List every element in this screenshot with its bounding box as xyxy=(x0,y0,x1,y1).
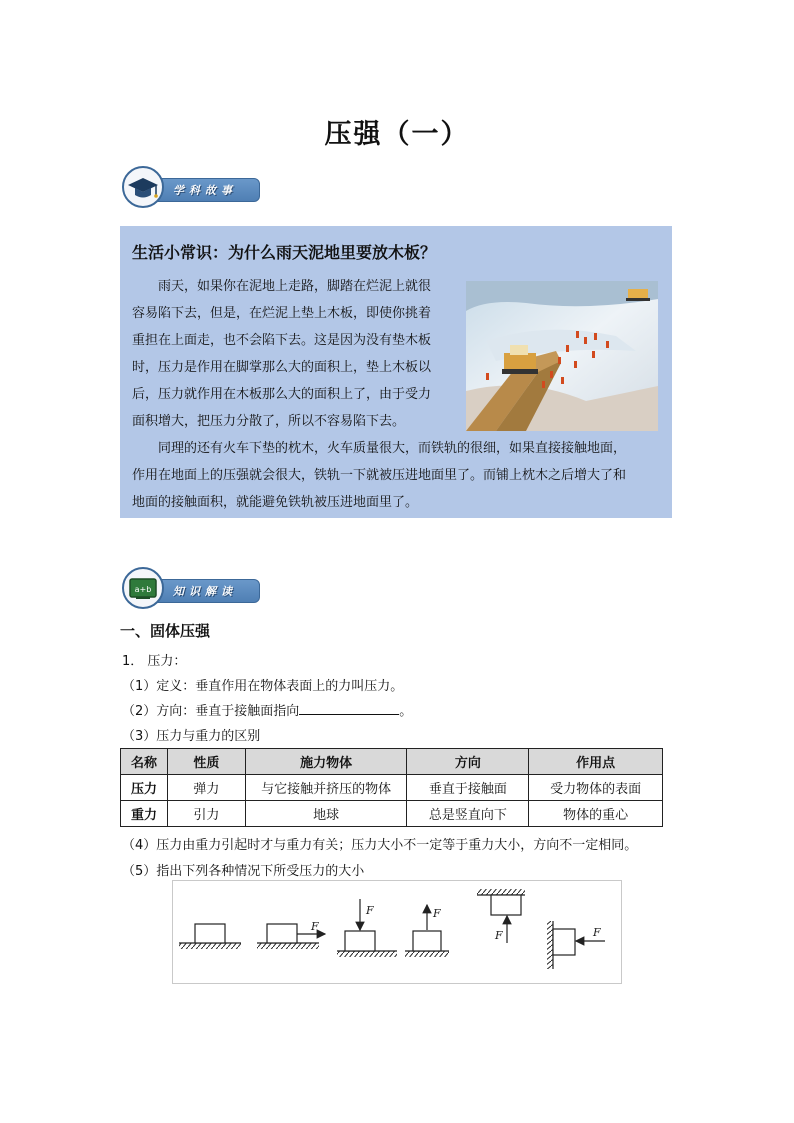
table-cell: 垂直于接触面 xyxy=(407,775,529,801)
table-cell: 总是竖直向下 xyxy=(407,801,529,827)
force-diagrams-svg xyxy=(173,881,621,983)
chalkboard-text: a+b xyxy=(134,585,152,594)
table-header: 施力物体 xyxy=(245,749,407,775)
graduation-cap-icon xyxy=(122,166,164,208)
direction-line xyxy=(122,700,412,719)
knowledge-banner-label: 知识解读 xyxy=(173,585,237,598)
item-pressure: 1． 压力： xyxy=(122,654,187,669)
story-line: 容易陷下去，但是，在烂泥上垫上木板，即使你挑着 xyxy=(132,306,432,321)
story-line: 后，压力就作用在木板那么大的面积上了，由于受力 xyxy=(132,387,432,402)
table-row xyxy=(121,801,663,827)
definition-line: （1）定义：垂直作用在物体表面上的力叫压力。 xyxy=(122,679,404,694)
story-box xyxy=(120,226,672,518)
story-line: 面积增大，把压力分散了，所以不容易陷下去。 xyxy=(132,414,406,429)
force-label: F xyxy=(311,920,319,933)
table-cell: 重力 xyxy=(121,801,168,827)
story-line: 雨天，如果你在泥地上走路，脚踏在烂泥上就很 xyxy=(132,279,432,294)
story-line: 时，压力是作用在脚掌那么大的面积上，垫上木板以 xyxy=(132,360,432,375)
force-diagrams xyxy=(172,880,622,984)
story-line: 同理的还有火车下垫的枕木，火车质量很大，而铁轨的很细，如果直接接触地面， xyxy=(132,441,627,456)
story-line: 地面的接触面积，就能避免铁轨被压进地面里了。 xyxy=(132,495,419,510)
force-label: F xyxy=(495,929,503,942)
point-out-line: （5）指出下列各种情况下所受压力的大小 xyxy=(122,864,365,879)
difference-line: （3）压力与重力的区别 xyxy=(122,729,261,744)
story-banner xyxy=(120,164,260,208)
table-cell: 弹力 xyxy=(167,775,245,801)
table-header: 名称 xyxy=(121,749,168,775)
table-cell: 物体的重心 xyxy=(529,801,663,827)
table-cell: 地球 xyxy=(245,801,407,827)
force-label: F xyxy=(433,907,441,920)
fill-in-blank[interactable] xyxy=(299,701,399,715)
chalkboard-icon xyxy=(122,567,164,609)
table-cell: 与它接触并挤压的物体 xyxy=(245,775,407,801)
force-label: F xyxy=(593,926,601,939)
table-header: 方向 xyxy=(407,749,529,775)
table-cell: 压力 xyxy=(121,775,168,801)
story-title: 生活小常识：为什么雨天泥地里要放木板？ xyxy=(132,243,437,262)
table-header: 作用点 xyxy=(529,749,663,775)
pressure-gravity-table xyxy=(120,748,663,827)
direction-prefix: （2）方向：垂直于接触面指向 xyxy=(122,704,300,719)
snow-field-vehicle-photo xyxy=(466,281,658,431)
story-banner-label: 学科故事 xyxy=(173,184,237,197)
story-line: 重担在上面走，也不会陷下去。这是因为没有垫木板 xyxy=(132,333,432,348)
table-row xyxy=(121,775,663,801)
section-heading: 一、固体压强 xyxy=(120,622,211,640)
direction-suffix: 。 xyxy=(399,704,413,719)
relation-line: （4）压力由重力引起时才与重力有关；压力大小不一定等于重力大小，方向不一定相同。 xyxy=(122,838,638,853)
page-title: 压强（一） xyxy=(324,119,470,150)
knowledge-banner xyxy=(120,565,260,609)
table-header: 性质 xyxy=(167,749,245,775)
table-cell: 引力 xyxy=(167,801,245,827)
table-cell: 受力物体的表面 xyxy=(529,775,663,801)
story-line: 作用在地面上的压强就会很大，铁轨一下就被压进地面里了。而铺上枕木之后增大了和 xyxy=(132,468,627,483)
table-header-row xyxy=(121,749,663,775)
force-label: F xyxy=(366,904,374,917)
